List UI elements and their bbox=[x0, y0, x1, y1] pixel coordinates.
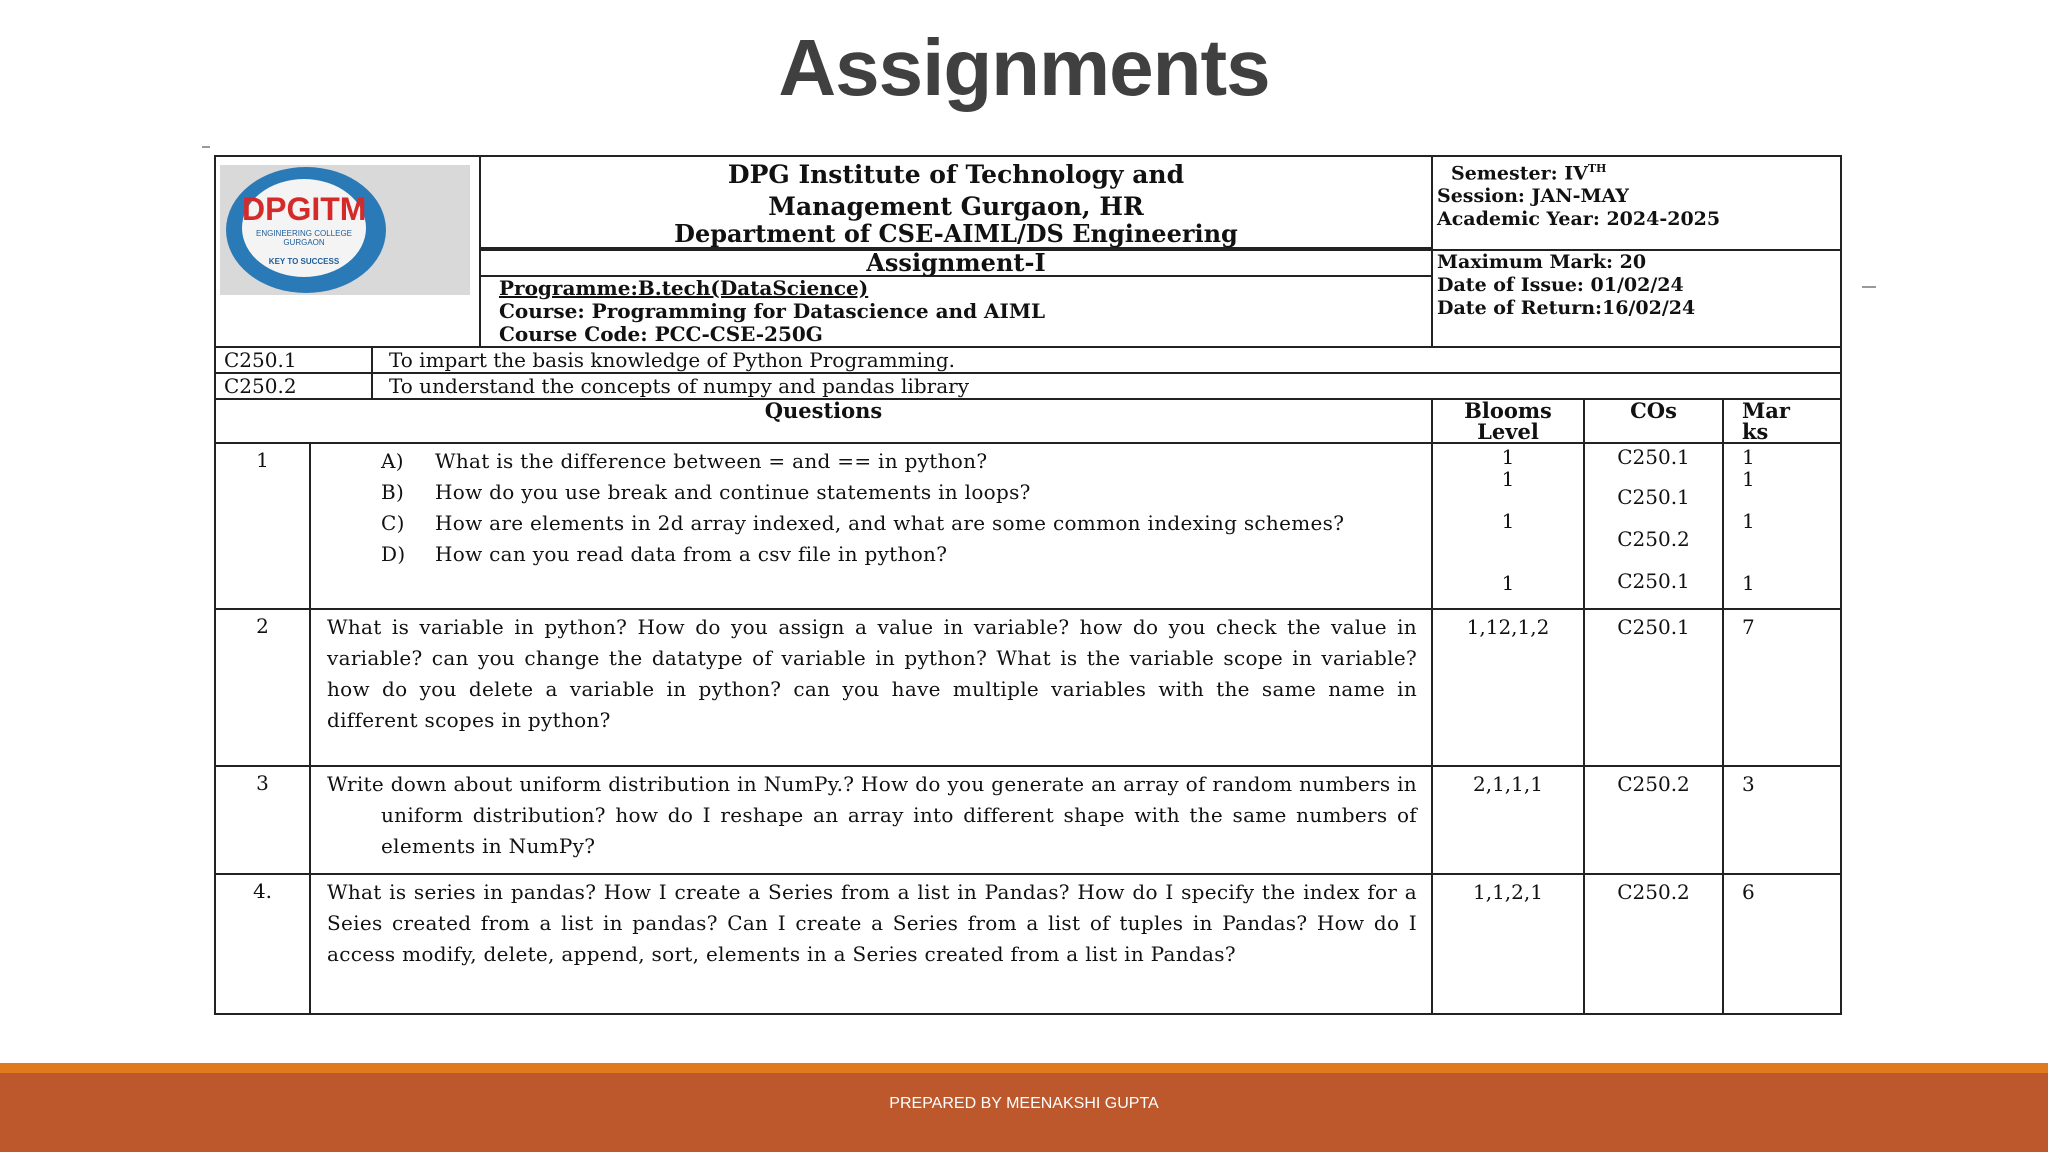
marks-cell: 1 1 1 1 bbox=[1723, 443, 1841, 609]
semester-cell: Semester: IVTH Session: JAN-MAY Academic Year: 2024-2025 bbox=[1432, 156, 1841, 250]
marks-header: Mar ks bbox=[1723, 399, 1841, 443]
slide-title: Assignments bbox=[778, 23, 1270, 112]
department-name: Department of CSE-AIML/DS Engineering bbox=[481, 221, 1431, 249]
table-row bbox=[215, 766, 1841, 874]
co-description: To impart the basis knowledge of Python Programming. bbox=[372, 347, 1841, 373]
college-logo bbox=[220, 165, 470, 295]
logo-text: DPGITM bbox=[242, 191, 367, 227]
session: Session: JAN-MAY bbox=[1437, 185, 1629, 208]
semester: Semester: IV bbox=[1451, 162, 1588, 185]
co-cell: C250.1 bbox=[1584, 609, 1723, 766]
table-row bbox=[215, 609, 1841, 766]
cos-header: COs bbox=[1584, 399, 1723, 443]
table-row bbox=[215, 874, 1841, 1014]
corner-mark bbox=[202, 146, 210, 152]
co-description: To understand the concepts of numpy and pandas library bbox=[372, 373, 1841, 399]
co-code: C250.2 bbox=[215, 373, 372, 399]
co-cell: C250.1 C250.1 C250.2 C250.1 bbox=[1584, 443, 1723, 609]
co-cell: C250.2 bbox=[1584, 766, 1723, 874]
blooms-level-cell: 2,1,1,1 bbox=[1432, 766, 1584, 874]
footer-text: PREPARED BY MEENAKSHI GUPTA bbox=[889, 1095, 1159, 1112]
course-name: Course: Programming for Datascience and AIML bbox=[499, 299, 1046, 323]
footer-stripe bbox=[0, 1063, 2048, 1073]
date-of-return: Date of Return:16/02/24 bbox=[1437, 297, 1696, 319]
marks-dates-cell bbox=[1432, 250, 1841, 347]
header-table bbox=[214, 155, 1842, 348]
question-number: 4. bbox=[215, 874, 310, 1014]
co-code: C250.1 bbox=[215, 347, 372, 373]
question-text: What is series in pandas? How I create a Series from a list in Pandas? How do I specify the index for a Seies created from a list in pandas? Can I create a Series from a list of tuples in Pandas? How do I access modify, delete, append, sort, elements in a Series created from a list in Pandas? bbox=[310, 874, 1432, 1014]
marks-cell: 6 bbox=[1723, 874, 1841, 1014]
assignment-document bbox=[214, 155, 1840, 985]
max-marks: Maximum Mark: 20 bbox=[1437, 251, 1647, 273]
course-code: Course Code: PCC-CSE-250G bbox=[499, 322, 823, 346]
question-text: What is variable in python? How do you assign a value in variable? how do you check the value in variable? can you change the datatype of variable in python? What is the variable scope in variable? how do you delete a variable in python? can you have multiple variables with the same name in different scopes in python? bbox=[310, 609, 1432, 766]
programme: Programme:B.tech(DataScience) bbox=[499, 276, 869, 300]
question-text: Write down about uniform distribution in NumPy.? How do you generate an array of random numbers in uniform distribution? how do I reshape an array into different shape with the same numbers of elements in NumPy? bbox=[310, 766, 1432, 874]
footer-bar bbox=[0, 1073, 2048, 1152]
question-number: 1 bbox=[215, 443, 310, 609]
date-of-issue: Date of Issue: 01/02/24 bbox=[1437, 274, 1684, 296]
side-dash bbox=[1862, 286, 1876, 288]
course-outcomes-table bbox=[214, 346, 1842, 400]
blooms-level-header: Blooms Level bbox=[1432, 399, 1584, 443]
blooms-level-cell: 1,12,1,2 bbox=[1432, 609, 1584, 766]
logo-cell bbox=[215, 156, 480, 347]
institute-name-line1: DPG Institute of Technology and bbox=[727, 160, 1185, 189]
blooms-level-cell: 1,1,2,1 bbox=[1432, 874, 1584, 1014]
institute-name-line2: Management Gurgaon, HR bbox=[768, 192, 1144, 221]
questions-header: Questions bbox=[215, 399, 1432, 443]
question-text: A) What is the difference between = and == in python? B) How do you use break and continue statements in loops? C) How are elements in 2d array indexed, and what are some common indexing schemes? D) How can you read data from a csv file in python? bbox=[310, 443, 1432, 609]
institute-cell bbox=[480, 156, 1432, 250]
marks-cell: 7 bbox=[1723, 609, 1841, 766]
course-cell bbox=[480, 250, 1432, 347]
assignment-title: Assignment-I bbox=[481, 251, 1431, 277]
question-number: 2 bbox=[215, 609, 310, 766]
marks-cell: 3 bbox=[1723, 766, 1841, 874]
logo-subtitle: ENGINEERING COLLEGE GURGAON bbox=[255, 229, 353, 247]
table-row bbox=[215, 443, 1841, 609]
blooms-level-cell: 1 1 1 1 bbox=[1432, 443, 1584, 609]
academic-year: Academic Year: 2024-2025 bbox=[1437, 208, 1721, 231]
logo-tagline: KEY TO SUCCESS bbox=[268, 257, 340, 266]
co-cell: C250.2 bbox=[1584, 874, 1723, 1014]
questions-table bbox=[214, 398, 1842, 1015]
question-number: 3 bbox=[215, 766, 310, 874]
